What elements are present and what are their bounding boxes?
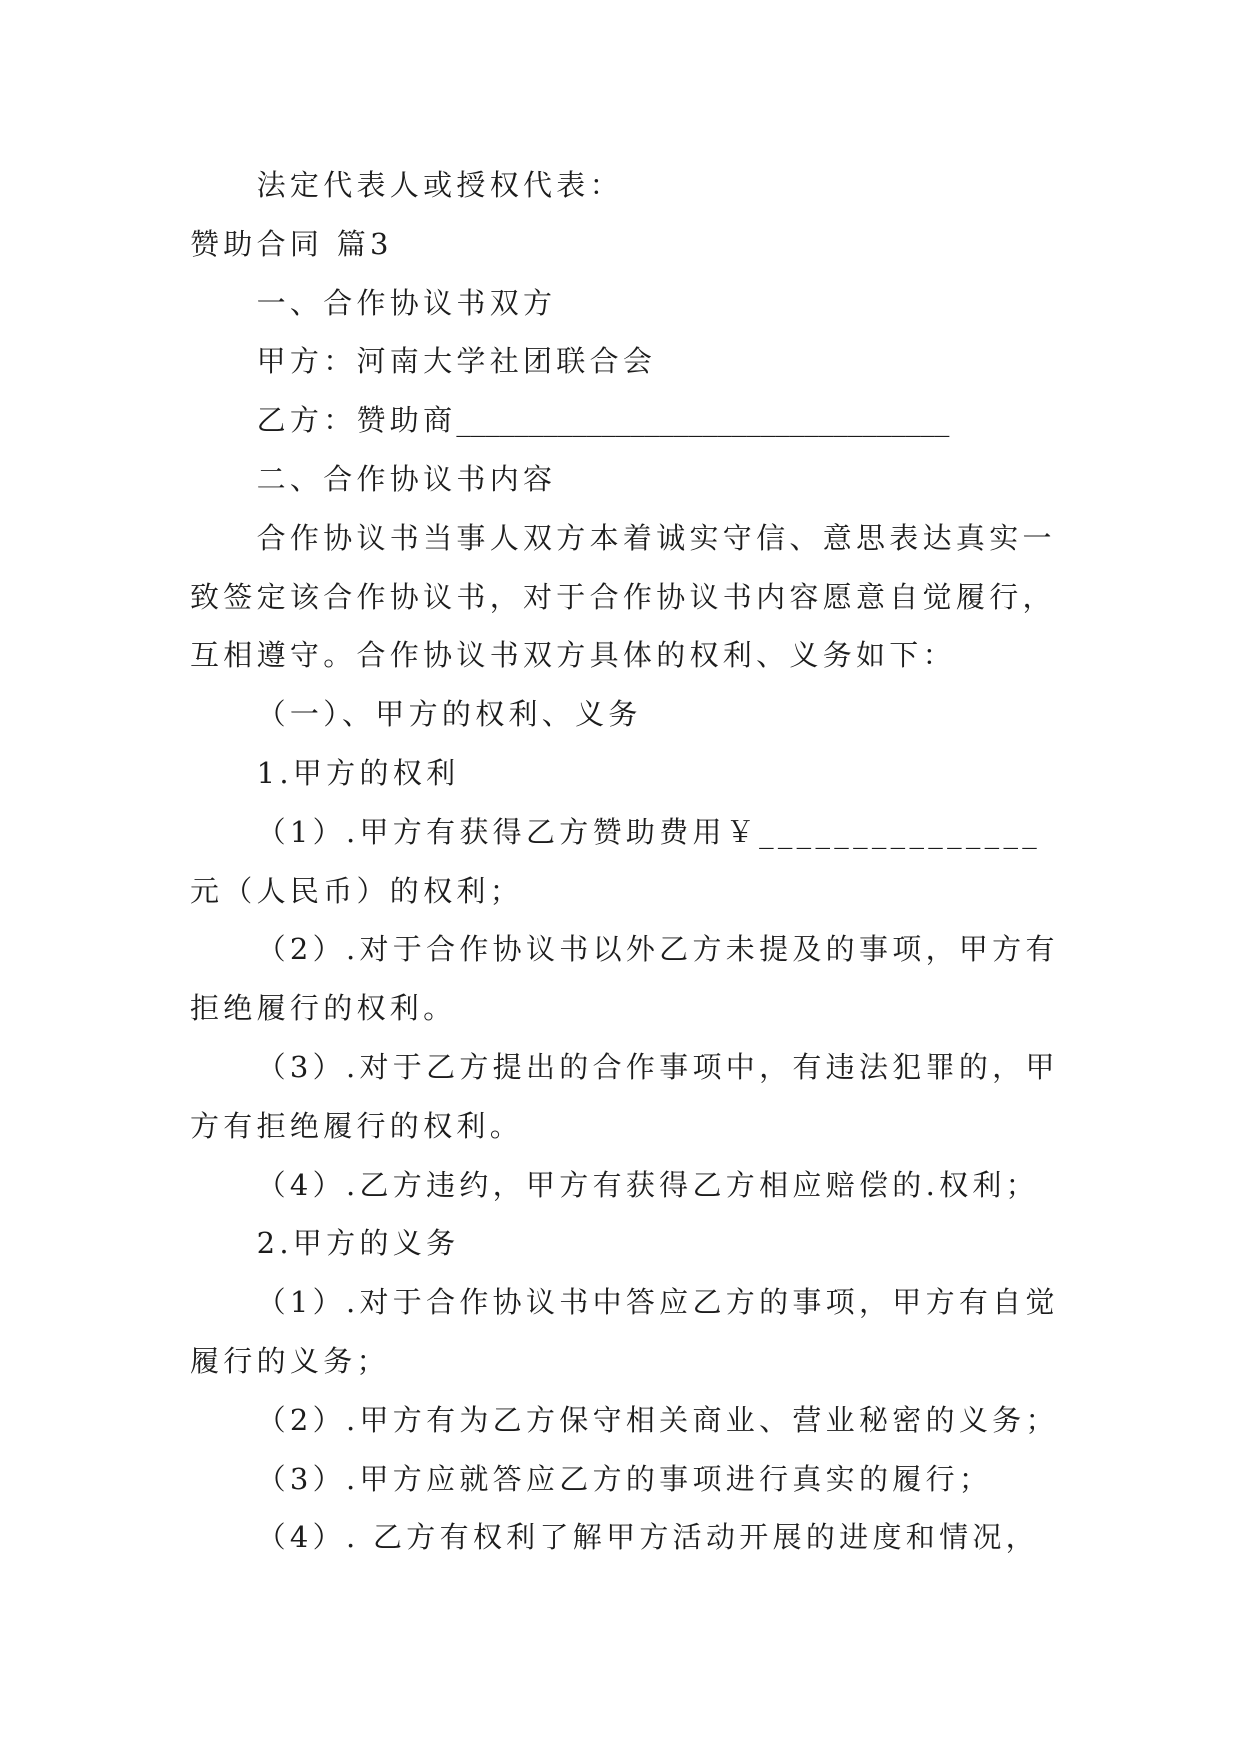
blank-field: _______________ bbox=[759, 814, 1042, 849]
clause-line: （3）.甲方应就答应乙方的事项进行真实的履行； bbox=[256, 1461, 993, 1496]
clause-line: （4）.乙方违约，甲方有获得乙方相应赔偿的.权利； bbox=[256, 1167, 1039, 1202]
clause-line: 履行的义务； bbox=[190, 1343, 390, 1378]
paragraph-line: 致签定该合作协议书，对于合作协议书内容愿意自觉履行， bbox=[190, 579, 1056, 614]
clause-line: 元（人民币）的权利； bbox=[190, 873, 524, 908]
clause-heading: 1.甲方的权利 bbox=[256, 755, 460, 790]
section-title: 二、合作协议书内容 bbox=[256, 461, 557, 496]
signatory-line: 法定代表人或授权代表： bbox=[256, 168, 623, 202]
clause-line: （4）. 乙方有权利了解甲方活动开展的进度和情况， bbox=[256, 1520, 1039, 1555]
document-body bbox=[190, 156, 1070, 1567]
paragraph-line: 互相遵守。合作协议书双方具体的权利、义务如下： bbox=[190, 638, 956, 673]
section-title: 一、合作协议书双方 bbox=[256, 285, 557, 320]
clause-line: 拒绝履行的权利。 bbox=[190, 991, 457, 1026]
clause-line bbox=[190, 803, 1070, 862]
blank-field: __________________________________ bbox=[456, 403, 950, 438]
subsection-title: （一）、甲方的权利、义务 bbox=[256, 697, 642, 732]
clause-line: （2）.甲方有为乙方保守相关商业、营业秘密的义务； bbox=[256, 1402, 1059, 1437]
party-a-line: 甲方：河南大学社团联合会 bbox=[256, 344, 657, 379]
contract-heading: 赞助合同 篇3 bbox=[190, 226, 393, 261]
party-b-label: 乙方：赞助商 bbox=[256, 403, 457, 438]
clause-heading: 2.甲方的义务 bbox=[256, 1226, 460, 1261]
paragraph-line: 合作协议书当事人双方本着诚实守信、意思表达真实一 bbox=[256, 520, 1056, 555]
clause-line: （1）.对于合作协议书中答应乙方的事项，甲方有自觉 bbox=[256, 1285, 1059, 1320]
clause-line: （3）.对于乙方提出的合作事项中，有违法犯罪的，甲 bbox=[256, 1049, 1059, 1084]
party-b-line bbox=[190, 391, 1070, 450]
clause-line: （2）.对于合作协议书以外乙方未提及的事项，甲方有 bbox=[256, 932, 1059, 967]
clause-text: （1）.甲方有获得乙方赞助费用￥ bbox=[256, 814, 760, 849]
clause-line: 方有拒绝履行的权利。 bbox=[190, 1108, 524, 1143]
